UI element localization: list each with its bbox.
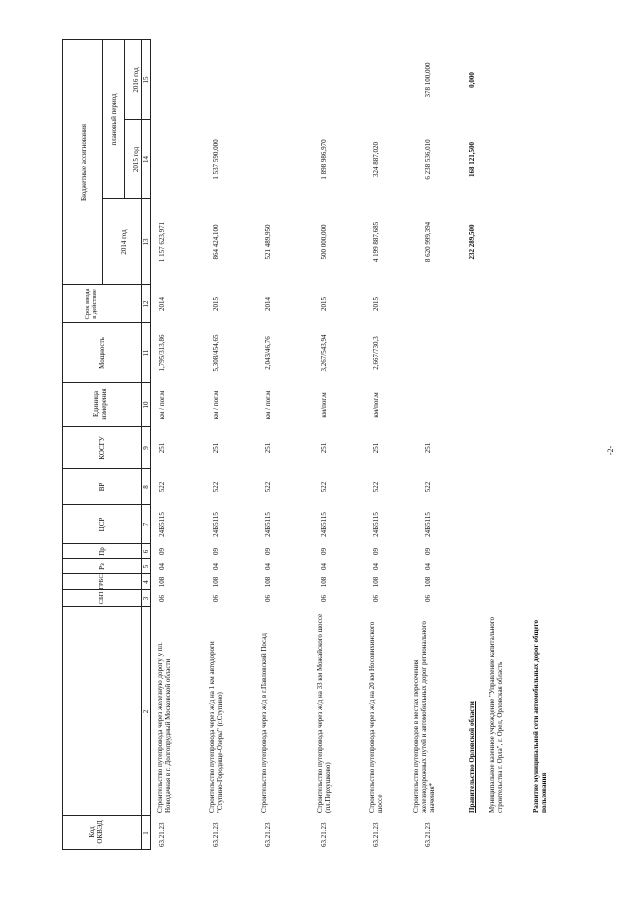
row-sbp: 06 xyxy=(158,595,166,602)
row-2014: 1 157 623,971 xyxy=(158,221,166,263)
col-number: 5 xyxy=(142,564,150,569)
header-capacity: Мощность xyxy=(98,337,106,369)
header-sbp: СБП xyxy=(98,591,105,605)
row-okved: 63.21.23 xyxy=(212,822,220,847)
col-number: 12 xyxy=(142,300,150,308)
row-unit: км / пог.м xyxy=(212,390,220,420)
row-name: Строительство путепровода через ж/д на 20 км Носовихинского шоссе xyxy=(368,621,384,813)
government-2014: 232 289,500 xyxy=(468,224,476,260)
table-left-border xyxy=(62,849,151,850)
header-year-2015: 2015 год xyxy=(132,146,140,173)
col-divider xyxy=(62,382,151,383)
row-csr: 24Б5115 xyxy=(212,512,220,537)
row-capacity: 2,043/46,76 xyxy=(264,336,272,370)
program-name: Развитие муниципальной сети автомобильных дорог общего пользования xyxy=(532,620,548,813)
row-csr: 24Б5115 xyxy=(320,512,328,537)
col-number: 15 xyxy=(142,76,150,84)
row-unit: км / пог.м xyxy=(264,390,272,420)
header-year-2014: 2014 год xyxy=(120,229,128,255)
row-sbp: 06 xyxy=(320,595,328,602)
row-unit: км/пог.м xyxy=(320,392,328,418)
row-vr: 522 xyxy=(212,481,220,493)
header-kosgu: КОСГУ xyxy=(98,436,106,460)
row-grbs: 108 xyxy=(424,576,432,588)
col-number: 14 xyxy=(142,156,150,163)
header-rz: Рз xyxy=(98,563,106,570)
col-divider xyxy=(62,504,151,505)
table-colnum-bottom-border xyxy=(150,40,151,850)
row-vr: 522 xyxy=(424,481,432,493)
row-rz: 04 xyxy=(264,563,272,570)
row-okved: 63.21.23 xyxy=(264,822,272,847)
row-csr: 24Б5115 xyxy=(264,512,272,537)
col-number: 3 xyxy=(142,596,150,601)
col-number: 7 xyxy=(142,522,150,527)
row-name: Строительство путепровода через ж/д на 1 км автодороги "Ступино-Городище-Озеры" (г.Ступино) xyxy=(208,641,224,813)
row-csr: 24Б5115 xyxy=(158,512,166,537)
header-csr: ЦСР xyxy=(98,517,106,532)
header-planned-period: плановый период xyxy=(110,93,118,146)
row-pr: 09 xyxy=(372,548,380,555)
budget-subheader-line xyxy=(102,40,103,285)
col-number: 9 xyxy=(142,446,150,450)
row-kosgu: 251 xyxy=(158,442,166,454)
row-2014: 521 489,950 xyxy=(264,224,272,260)
row-vr: 522 xyxy=(264,481,272,493)
row-sbp: 06 xyxy=(212,595,220,602)
row-vr: 522 xyxy=(158,481,166,493)
row-2015: 324 887,020 xyxy=(372,142,380,177)
row-term: 2015 xyxy=(212,297,220,311)
row-term: 2014 xyxy=(158,297,166,311)
col-divider xyxy=(62,426,151,427)
row-kosgu: 251 xyxy=(212,442,220,454)
col-divider xyxy=(62,815,151,816)
col-divider xyxy=(62,322,151,323)
row-pr: 09 xyxy=(264,548,272,555)
row-grbs: 108 xyxy=(212,576,220,588)
row-grbs: 108 xyxy=(158,576,166,588)
planned-subheader-line xyxy=(124,40,125,199)
row-2015: 6 238 536,010 xyxy=(424,139,432,180)
header-unit: Единица измерения xyxy=(92,388,108,420)
row-name: Строительство путепроводов в местах пересечения железнодорожных путей и автомобильных дорог регионального значения* xyxy=(412,621,436,813)
row-rz: 04 xyxy=(212,563,220,570)
row-okved: 63.21.23 xyxy=(424,822,432,847)
row-rz: 04 xyxy=(320,563,328,570)
row-name: Строительство путепровода через ж/д в г.Павловский Посад xyxy=(260,633,268,813)
row-csr: 24Б5115 xyxy=(372,512,380,537)
row-2014: 8 620 999,394 xyxy=(424,221,432,263)
row-kosgu: 251 xyxy=(372,442,380,454)
page-number: -2- xyxy=(606,445,616,456)
col-number: 6 xyxy=(142,549,150,554)
header-grbs: ГРБС xyxy=(98,574,105,590)
col-number: 8 xyxy=(142,485,150,489)
row-pr: 09 xyxy=(320,548,328,555)
row-grbs: 108 xyxy=(264,576,272,588)
row-sbp: 06 xyxy=(424,595,432,602)
header-pr: Пр xyxy=(98,547,106,556)
government-2016: 0,000 xyxy=(468,72,476,88)
row-rz: 04 xyxy=(158,563,166,570)
col-number: 10 xyxy=(142,401,150,409)
col-divider xyxy=(62,589,151,590)
header-kod-okved: Код ОКВЭД xyxy=(88,820,104,844)
header-budget: Бюджетные ассигнования xyxy=(80,124,88,201)
row-2014: 500 000,000 xyxy=(320,224,328,260)
row-kosgu: 251 xyxy=(320,442,328,454)
col-number: 2 xyxy=(142,709,150,714)
government-title: Правительство Орловской области xyxy=(468,701,476,813)
row-capacity: 5,308/454,65 xyxy=(212,334,220,372)
row-kosgu: 251 xyxy=(424,442,432,454)
header-term: Срок ввода в действие xyxy=(84,288,98,320)
row-csr: 24Б5115 xyxy=(424,512,432,537)
row-kosgu: 251 xyxy=(264,442,272,454)
col-divider xyxy=(62,468,151,469)
row-unit: км/пог.м xyxy=(372,392,380,418)
col-divider xyxy=(62,543,151,544)
row-okved: 63.21.23 xyxy=(372,822,380,847)
row-2016: 378 100,000 xyxy=(424,62,432,98)
col-divider xyxy=(62,573,151,574)
row-pr: 09 xyxy=(158,548,166,555)
row-vr: 522 xyxy=(372,481,380,493)
row-name: Строительство путепровода через ж/д на 33 км Можайского шоссе (пл.Перхушково) xyxy=(316,613,332,813)
col-number: 13 xyxy=(142,238,150,246)
row-okved: 63.21.23 xyxy=(158,822,166,847)
row-2015: 1 537 590,000 xyxy=(212,139,220,180)
col-number: 1 xyxy=(142,831,150,835)
row-pr: 09 xyxy=(212,548,220,555)
row-grbs: 108 xyxy=(320,576,328,588)
institution-name: Муниципальное казенное учреждение "Управление капитального строительства г. Орла", г. Орел, Орловская область xyxy=(488,617,504,813)
col-number: 11 xyxy=(142,349,150,357)
row-unit: км / пог.м xyxy=(158,390,166,420)
row-2014: 864 424,100 xyxy=(212,224,220,260)
row-sbp: 06 xyxy=(372,595,380,602)
header-year-2016: 2016 год xyxy=(132,67,140,93)
col-number: 4 xyxy=(142,580,150,584)
table-top-border xyxy=(62,40,63,850)
row-term: 2015 xyxy=(320,297,328,311)
row-capacity: 3,267/543,94 xyxy=(320,334,328,372)
row-2015: 1 898 986,970 xyxy=(320,139,328,180)
row-term: 2014 xyxy=(264,297,272,311)
row-name: Строительство путепровода через железную дорогу у пл. Новодачная в г. Долгопрудный Московской области xyxy=(156,642,172,813)
row-rz: 04 xyxy=(424,563,432,570)
header-vr: ВР xyxy=(98,482,106,492)
col-divider xyxy=(62,558,151,559)
row-pr: 09 xyxy=(424,548,432,555)
government-2015: 168 121,500 xyxy=(468,142,476,177)
row-rz: 04 xyxy=(372,563,380,570)
row-okved: 63.21.23 xyxy=(320,822,328,847)
row-capacity: 1,795/313,86 xyxy=(158,334,166,372)
row-capacity: 2,667/730,3 xyxy=(372,336,380,370)
col-divider xyxy=(62,284,151,285)
col-divider xyxy=(62,606,151,607)
row-2014: 4 199 887,685 xyxy=(372,221,380,263)
row-sbp: 06 xyxy=(264,595,272,602)
row-vr: 522 xyxy=(320,481,328,493)
row-grbs: 108 xyxy=(372,576,380,588)
row-term: 2015 xyxy=(372,297,380,311)
